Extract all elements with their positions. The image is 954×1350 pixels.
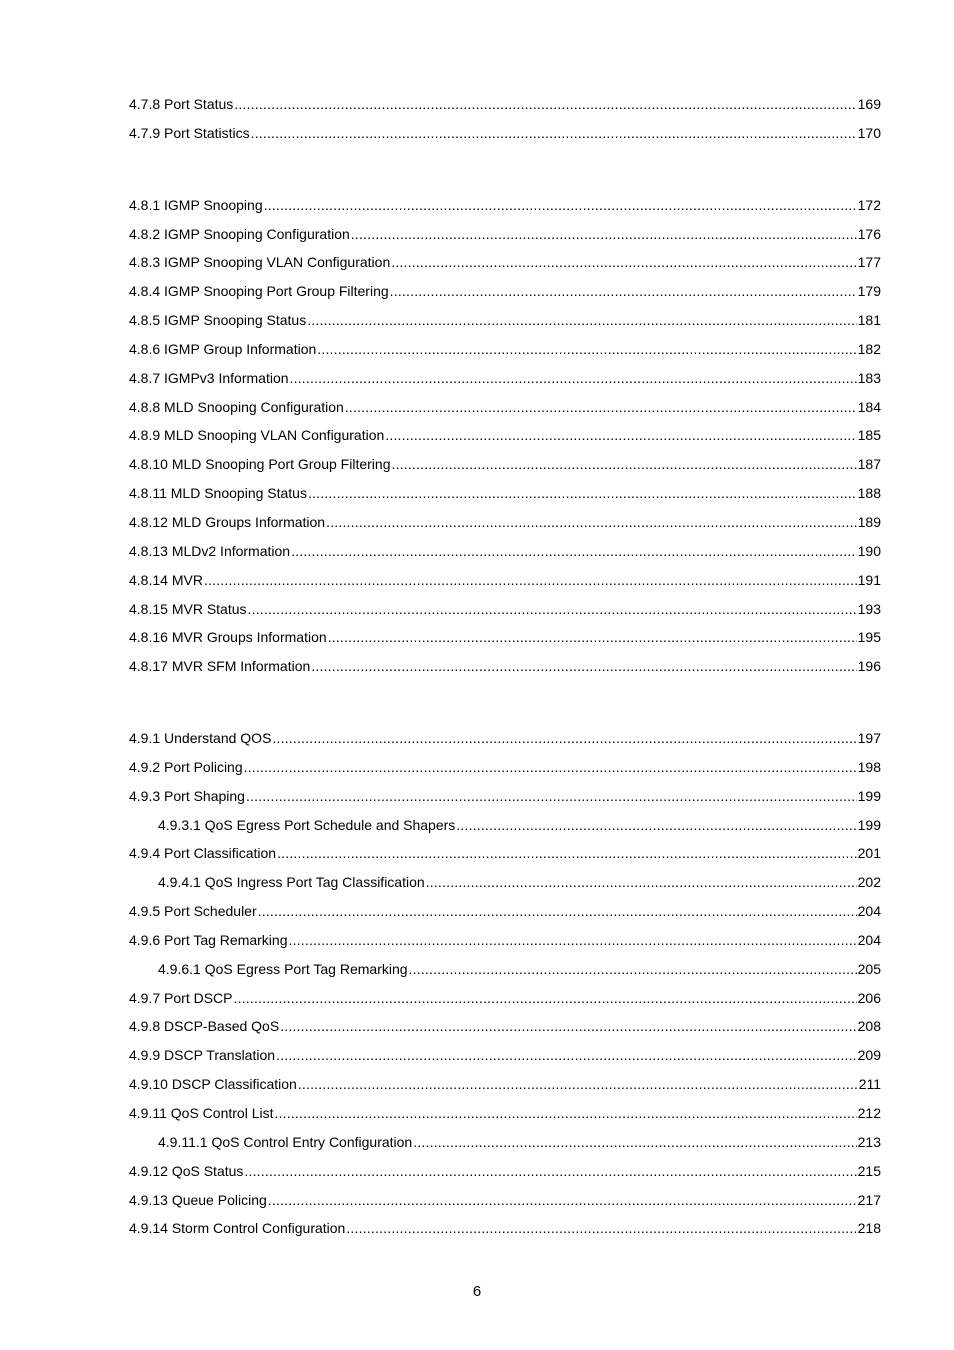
toc-entry[interactable] [129,843,881,872]
toc-entry-title: 4.9.6.1 QoS Egress Port Tag Remarking [158,960,408,977]
toc-entry[interactable] [129,281,881,310]
toc-entry[interactable] [129,599,881,628]
toc-dot-leader [346,1218,856,1238]
toc-dot-leader [244,757,857,777]
toc-entry-page: 215 [857,1162,881,1179]
toc-entry-page: 195 [857,629,881,646]
toc-entry[interactable] [129,1190,881,1219]
toc-entry[interactable] [129,339,881,368]
toc-entry[interactable] [129,1161,881,1190]
toc-entry-title: 4.8.5 IGMP Snooping Status [129,312,307,329]
toc-entry-page: 169 [857,96,881,112]
toc-dot-leader [426,872,857,892]
toc-entry-page: 209 [857,1047,881,1064]
toc-entry[interactable] [129,94,881,123]
toc-dot-leader [268,1190,857,1210]
toc-entry[interactable] [129,252,881,281]
toc-dot-leader [274,1103,856,1123]
toc-entry-page: 189 [857,513,881,530]
toc-entry-title: 4.7.9 Port Statistics [129,124,250,141]
toc-entry[interactable] [129,1074,881,1103]
toc-dot-leader [307,310,856,330]
toc-entry[interactable] [129,728,881,757]
toc-dot-leader [234,988,857,1008]
toc-entry-title: 4.7.8 Port Status [129,96,234,112]
toc-dot-leader [264,195,857,215]
toc-entry-title: 4.8.4 IGMP Snooping Port Group Filtering [129,283,389,300]
toc-entry[interactable] [129,570,881,599]
toc-entry-page: 196 [857,658,881,675]
toc-entry-page: 199 [857,787,881,804]
toc-entry-page: 202 [857,874,881,891]
toc-entry-title: 4.9.4.1 QoS Ingress Port Tag Classification [158,874,425,891]
toc-entry[interactable] [129,483,881,512]
toc-entry[interactable] [129,224,881,253]
toc-entry-title: 4.8.11 MLD Snooping Status [129,485,307,502]
toc-entry-title: 4.8.1 IGMP Snooping [129,196,263,213]
toc-entry[interactable] [129,397,881,426]
toc-entry-title: 4.8.7 IGMPv3 Information [129,369,289,386]
toc-subentry[interactable] [129,1132,881,1161]
toc-dot-leader [291,541,857,561]
toc-dot-leader [311,656,856,676]
toc-entry-page: 205 [857,960,881,977]
toc-dot-leader [345,397,857,417]
toc-entry[interactable] [129,195,881,224]
toc-entry-title: 4.8.16 MVR Groups Information [129,629,327,646]
toc-entry-page: 212 [857,1105,881,1121]
toc-dot-leader [276,1045,857,1065]
toc-entry-page: 170 [857,124,881,141]
toc-dot-leader [391,252,856,272]
toc-entry-title: 4.8.9 MLD Snooping VLAN Configuration [129,427,385,444]
toc-entry-title: 4.8.13 MLDv2 Information [129,542,291,559]
toc-entry-page: 172 [857,196,881,213]
toc-dot-leader [413,1132,856,1152]
toc-entry-title: 4.8.15 MVR Status [129,600,247,617]
toc-entry-title: 4.9.5 Port Scheduler [129,903,257,920]
toc-entry-page: 197 [857,730,881,747]
toc-dot-leader [246,786,857,806]
toc-entry[interactable] [129,786,881,815]
toc-entry-page: 204 [857,903,881,920]
page-number: 6 [472,1283,482,1300]
toc-entry-title: 4.9.2 Port Policing [129,758,243,775]
toc-entry-title: 4.9.11 QoS Control List [129,1105,274,1121]
toc-entry-title: 4.8.12 MLD Groups Information [129,513,326,530]
toc-dot-leader [234,94,856,114]
toc-entry-page: 181 [857,312,881,329]
toc-entry-page: 188 [857,485,881,502]
toc-entry[interactable] [129,454,881,483]
toc-entry[interactable] [129,757,881,786]
toc-entry[interactable] [129,930,881,959]
toc-dot-leader [390,281,857,301]
toc-entry-page: 198 [857,758,881,775]
toc-entry-page: 211 [858,1076,881,1093]
toc-subentry[interactable] [129,959,881,988]
toc-dot-leader [277,843,857,863]
toc-dot-leader [290,368,857,388]
toc-entry[interactable] [129,627,881,656]
toc-entry-page: 213 [857,1133,881,1150]
toc-dot-leader [409,959,857,979]
toc-entry[interactable] [129,1103,881,1132]
toc-entry-title: 4.8.10 MLD Snooping Port Group Filtering [129,456,391,473]
toc-subentry[interactable] [129,872,881,901]
toc-dot-leader [258,901,857,921]
toc-entry-title: 4.8.6 IGMP Group Information [129,340,317,357]
toc-dot-leader [328,627,857,647]
toc-dot-leader [251,123,857,143]
toc-dot-leader [456,815,856,835]
toc-entry-title: 4.9.1 Understand QOS [129,730,272,747]
toc-entry-page: 199 [857,816,881,833]
toc-entry-title: 4.9.10 DSCP Classification [129,1076,297,1093]
toc-entry[interactable] [129,310,881,339]
toc-entry[interactable] [129,512,881,541]
toc-group-multicast [129,195,881,685]
toc-dot-leader [272,728,856,748]
toc-entry-title: 4.9.7 Port DSCP [129,989,233,1006]
toc-entry-page: 182 [857,340,881,357]
toc-entry[interactable] [129,541,881,570]
toc-entry[interactable] [129,123,881,152]
toc-entry-title: 4.9.11.1 QoS Control Entry Configuration [158,1133,413,1150]
toc-entry-title: 4.9.4 Port Classification [129,845,277,862]
table-of-contents [129,94,881,1247]
toc-entry-page: 177 [857,254,881,271]
toc-entry-title: 4.9.6 Port Tag Remarking [129,931,288,948]
toc-subentry[interactable] [129,815,881,844]
toc-entry-title: 4.9.3.1 QoS Egress Port Schedule and Shapers [158,816,456,833]
toc-entry-page: 201 [857,845,881,862]
toc-entry[interactable] [129,901,881,930]
toc-entry-page: 187 [857,456,881,473]
toc-entry-title: 4.8.8 MLD Snooping Configuration [129,398,344,415]
toc-entry-title: 4.9.3 Port Shaping [129,787,245,804]
toc-entry[interactable] [129,368,881,397]
toc-entry-page: 204 [857,931,881,948]
toc-dot-leader [385,425,856,445]
toc-entry-page: 218 [857,1220,881,1237]
toc-dot-leader [326,512,857,532]
toc-entry-page: 191 [857,571,881,588]
toc-dot-leader [248,599,857,619]
toc-entry-page: 179 [857,283,881,300]
toc-dot-leader [391,454,856,474]
toc-entry-page: 176 [857,225,881,242]
toc-entry-page: 185 [857,427,881,444]
toc-entry-page: 193 [857,600,881,617]
toc-entry-title: 4.8.14 MVR [129,571,203,588]
toc-dot-leader [317,339,856,359]
toc-entry-page: 206 [857,989,881,1006]
toc-entry-title: 4.9.8 DSCP-Based QoS [129,1018,280,1035]
toc-entry-title: 4.8.17 MVR SFM Information [129,658,311,675]
toc-dot-leader [308,483,857,503]
toc-dot-leader [351,224,857,244]
toc-dot-leader [289,930,857,950]
toc-dot-leader [280,1016,856,1036]
toc-entry[interactable] [129,656,881,685]
toc-entry[interactable] [129,1218,881,1247]
toc-entry[interactable] [129,1016,881,1045]
toc-entry[interactable] [129,425,881,454]
toc-entry-title: 4.8.2 IGMP Snooping Configuration [129,225,350,242]
toc-entry-page: 183 [857,369,881,386]
toc-entry-title: 4.9.9 DSCP Translation [129,1047,276,1064]
toc-entry-page: 217 [857,1191,881,1208]
toc-group-port [129,94,881,152]
toc-entry[interactable] [129,988,881,1017]
toc-entry-page: 190 [857,542,881,559]
toc-entry-page: 208 [857,1018,881,1035]
toc-entry[interactable] [129,1045,881,1074]
toc-dot-leader [244,1161,856,1181]
toc-entry-title: 4.9.14 Storm Control Configuration [129,1220,346,1237]
toc-dot-leader [204,570,857,590]
toc-entry-title: 4.9.12 QoS Status [129,1162,244,1179]
toc-entry-title: 4.8.3 IGMP Snooping VLAN Configuration [129,254,391,271]
toc-group-qos [129,728,881,1247]
toc-entry-title: 4.9.13 Queue Policing [129,1191,267,1208]
toc-dot-leader [298,1074,858,1094]
toc-entry-page: 184 [857,398,881,415]
